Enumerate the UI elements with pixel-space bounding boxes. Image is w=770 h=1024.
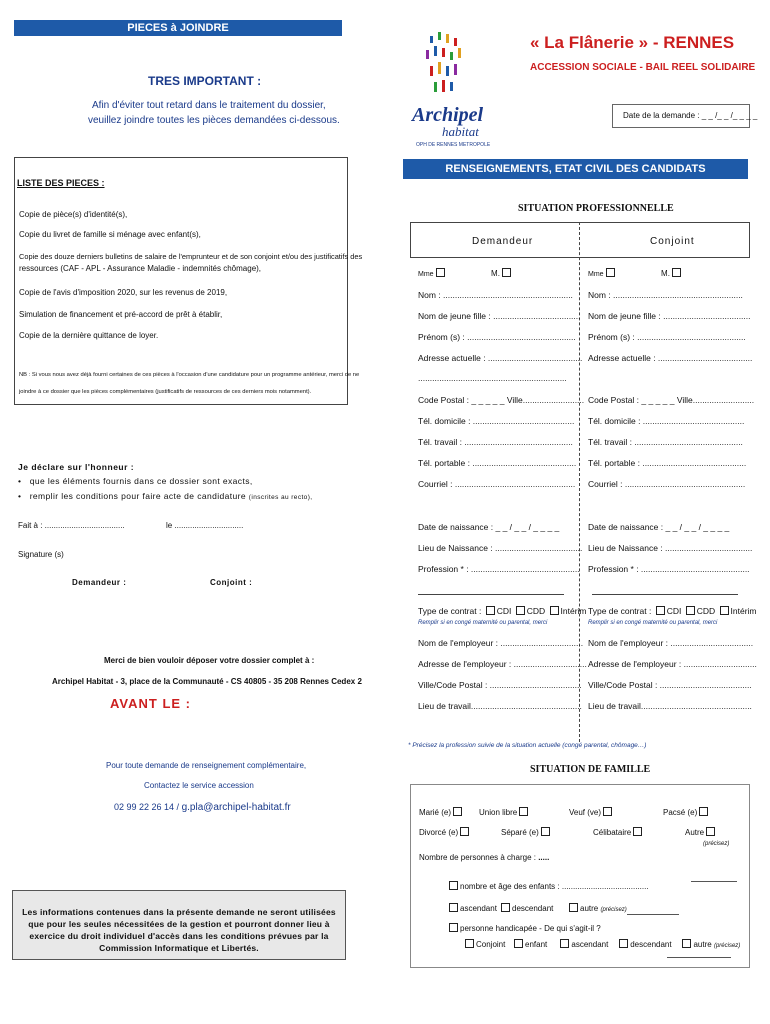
prenom-field[interactable]: Prénom (s) : .............................................. xyxy=(418,332,576,342)
employeur-field[interactable]: Nom de l'employeur : ................................... xyxy=(588,638,754,648)
nom-field[interactable]: Nom : ....................................................... xyxy=(418,290,573,300)
bullet-icon: • xyxy=(18,491,22,501)
courriel-field[interactable]: Courriel : ................................................... xyxy=(588,479,746,489)
tel-travail-field[interactable]: Tél. travail : .............................................. xyxy=(418,437,573,447)
adresse-employeur-field[interactable]: Adresse de l'employeur : ............................... xyxy=(418,659,587,669)
tel-portable-field[interactable]: Tél. portable : ............................................ xyxy=(418,458,577,468)
avant-le: AVANT LE : xyxy=(110,696,192,711)
divorce-checkbox[interactable] xyxy=(460,827,469,836)
pacse-option[interactable]: Pacsé (e) xyxy=(663,807,710,817)
mme-label: Mme xyxy=(588,271,604,278)
cdd-checkbox[interactable] xyxy=(516,606,525,615)
handicapee-option[interactable]: personne handicapée - De qui s'agit-il ? xyxy=(447,923,601,933)
courriel-field[interactable]: Courriel : ................................................... xyxy=(418,479,576,489)
signature-label: Signature (s) xyxy=(18,550,64,559)
union-libre-option[interactable]: Union libre xyxy=(479,807,530,817)
conjoint-checkbox[interactable] xyxy=(465,939,474,948)
program-title: « La Flânerie » - RENNES xyxy=(530,33,735,52)
lieu-travail-field[interactable]: Lieu de travail............................................... xyxy=(418,701,582,711)
separe-option[interactable]: Séparé (e) xyxy=(501,827,552,837)
honneur-item xyxy=(18,491,312,501)
m-checkbox[interactable] xyxy=(672,268,681,277)
marie-checkbox[interactable] xyxy=(453,807,462,816)
divorce-option[interactable]: Divorcé (e) xyxy=(419,827,471,837)
cdd-checkbox[interactable] xyxy=(686,606,695,615)
m-label: M. xyxy=(661,269,670,278)
depot-text: Merci de bien vouloir déposer votre dossier complet à : xyxy=(104,656,315,665)
separator-line xyxy=(418,594,564,595)
veuf-checkbox[interactable] xyxy=(603,807,612,816)
descendant-checkbox[interactable] xyxy=(619,939,628,948)
pieces-list-box xyxy=(14,157,363,405)
prenom-field[interactable]: Prénom (s) : .............................................. xyxy=(588,332,746,342)
situation-pro-title: SITUATION PROFESSIONNELLE xyxy=(518,203,674,214)
union-libre-checkbox[interactable] xyxy=(519,807,528,816)
nb-personnes-field[interactable]: Nombre de personnes à charge : ..... xyxy=(419,853,550,862)
conjoint-signature[interactable]: Conjoint : xyxy=(210,578,253,587)
code-postal-field[interactable]: Code Postal : _ _ _ _ _ Ville.......................... xyxy=(588,395,755,405)
honneur-2-note: (inscrites au recto), xyxy=(248,494,313,501)
logo-name: Archipel xyxy=(412,104,484,126)
veuf-option[interactable]: Veuf (ve) xyxy=(569,807,614,817)
piece-item: Copie du livret de famille si ménage avec enfant(s), xyxy=(19,230,201,239)
col-demandeur: Demandeur xyxy=(472,236,534,247)
interim-checkbox[interactable] xyxy=(550,606,559,615)
cdd-label: CDD xyxy=(526,606,546,616)
date-le-field[interactable]: le ............................... xyxy=(166,521,244,530)
mme-label: Mme xyxy=(418,271,434,278)
important-text-1: Afin d'éviter tout retard dans le traitement du dossier, xyxy=(92,100,326,111)
code-postal-field[interactable]: Code Postal : _ _ _ _ _ Ville.......................... xyxy=(418,395,585,405)
cdd-label: CDD xyxy=(696,606,716,616)
archipel-logo xyxy=(408,28,498,152)
date-demande-box[interactable] xyxy=(612,104,758,128)
autre-charge-option[interactable]: autre (précisez) xyxy=(567,903,627,913)
descendant-checkbox[interactable] xyxy=(501,903,510,912)
separe-checkbox[interactable] xyxy=(541,827,550,836)
lieu-naissance-field[interactable]: Lieu de Naissance : ..................................... xyxy=(588,543,753,553)
nb-note: NB : Si vous nous avez déjà fourni certaines de ces pièces à l'occasion d'une candidature pour un programme antérieur, merci de ne xyxy=(19,372,360,378)
important-text-2: veuillez joindre toutes les pièces demandées ci-dessous. xyxy=(88,115,340,126)
important-title: TRES IMPORTANT : xyxy=(148,74,262,88)
contact-service: Contactez le service accession xyxy=(144,781,254,790)
interim-checkbox[interactable] xyxy=(720,606,729,615)
handicapee-checkbox[interactable] xyxy=(449,923,458,932)
logo-tag: OPH DE RENNES METROPOLE xyxy=(416,142,491,148)
autre-checkbox[interactable] xyxy=(706,827,715,836)
enfant-checkbox[interactable] xyxy=(514,939,523,948)
conge-note: Remplir si en congé maternité ou parental, merci xyxy=(418,620,548,626)
contact-line xyxy=(114,802,291,813)
civility-conjoint[interactable] xyxy=(588,268,683,278)
cdi-checkbox[interactable] xyxy=(486,606,495,615)
profession-field[interactable]: Profession * : .............................................. xyxy=(418,564,580,574)
autre-option[interactable]: Autre xyxy=(685,827,717,837)
celibataire-option[interactable]: Célibataire xyxy=(593,827,644,837)
cdi-label: CDI xyxy=(496,606,512,616)
logo-sub: habitat xyxy=(442,124,479,139)
tel-portable-field[interactable]: Tél. portable : ............................................ xyxy=(588,458,747,468)
honneur-2: remplir les conditions pour faire acte de candidature xyxy=(29,491,247,501)
ville-cp-field[interactable]: Ville/Code Postal : ....................................... xyxy=(418,680,582,690)
piece-item: Copie de la dernière quittance de loyer. xyxy=(19,331,159,340)
honneur-item xyxy=(18,476,253,486)
mme-checkbox[interactable] xyxy=(606,268,615,277)
cdi-checkbox[interactable] xyxy=(656,606,665,615)
logo-mark-icon xyxy=(408,28,498,108)
tel-domicile-field[interactable]: Tél. domicile : ........................................... xyxy=(588,416,745,426)
m-checkbox[interactable] xyxy=(502,268,511,277)
renseignements-bar: RENSEIGNEMENTS, ETAT CIVIL DES CANDIDATS xyxy=(403,159,748,179)
ascendant-option[interactable]: ascendant xyxy=(447,903,497,913)
liste-title: LISTE DES PIECES : xyxy=(17,178,105,188)
contrat-demandeur[interactable] xyxy=(418,606,587,616)
date-demande[interactable]: Date de la demande : _ _ /_ _ /_ _ _ _ xyxy=(623,111,758,120)
profession-field[interactable]: Profession * : .............................................. xyxy=(588,564,750,574)
nom-jeune-fille-field[interactable]: Nom de jeune fille : ..................................... xyxy=(418,311,581,321)
date-naissance-field[interactable]: Date de naissance : _ _ / _ _ / _ _ _ _ xyxy=(588,522,730,532)
nb-note: joindre à ce dossier que les pièces complémentaires (justificatifs de ressources de ces derniers mois notamment). xyxy=(19,389,312,395)
piece-item: Simulation de financement et pré-accord de prêt à établir, xyxy=(19,310,223,319)
pacse-checkbox[interactable] xyxy=(699,807,708,816)
descendant-option[interactable]: descendant xyxy=(499,903,553,913)
depot-address: Archipel Habitat - 3, place de la Communauté - CS 40805 - 35 208 Rennes Cedex 2 xyxy=(52,677,362,686)
contact-text: Pour toute demande de renseignement complémentaire, xyxy=(106,761,307,770)
contrat-label: Type de contrat : xyxy=(588,606,652,616)
email-link[interactable]: g.pla@archipel-habitat.fr xyxy=(181,802,291,813)
cdi-label: CDI xyxy=(666,606,682,616)
program-sub: ACCESSION SOCIALE - BAIL REEL SOLIDAIRE xyxy=(530,62,756,73)
pieces-bar: PIECES à JOINDRE xyxy=(14,20,342,36)
lieu-naissance-field[interactable]: Lieu de Naissance : ..................................... xyxy=(418,543,583,553)
adresse-field[interactable]: Adresse actuelle : ........................................ xyxy=(588,353,753,363)
m-label: M. xyxy=(491,269,500,278)
col-conjoint: Conjoint xyxy=(650,236,695,247)
blank-line xyxy=(691,881,737,882)
enfants-checkbox[interactable] xyxy=(449,881,458,890)
separator-line xyxy=(592,594,738,595)
famille-box xyxy=(410,784,750,968)
employeur-field[interactable]: Nom de l'employeur : ................................... xyxy=(418,638,584,648)
precisez-note: (précisez) xyxy=(703,841,730,847)
bullet-icon: • xyxy=(18,476,22,486)
conge-note: Remplir si en congé maternité ou parental, merci xyxy=(588,620,718,626)
adresse-employeur-field[interactable]: Adresse de l'employeur : ............................... xyxy=(588,659,757,669)
enfants-option[interactable]: nombre et âge des enfants : ....................................... xyxy=(447,881,649,891)
contrat-label: Type de contrat : xyxy=(418,606,482,616)
contrat-conjoint[interactable] xyxy=(588,606,757,616)
lieu-travail-field[interactable]: Lieu de travail............................................... xyxy=(588,701,752,711)
ascendant-checkbox[interactable] xyxy=(449,903,458,912)
situation-famille-title: SITUATION DE FAMILLE xyxy=(530,764,651,775)
cnil-text: Les informations contenues dans la présente demande ne seront utilisées que pour les seules nécessitées de la gestion et pourront donner lieu à exercice du droit individuel d'accès dans les conditions prévues par la Commission Informatique et Libertés. xyxy=(22,907,336,953)
nom-jeune-fille-field[interactable]: Nom de jeune fille : ..................................... xyxy=(588,311,751,321)
piece-item: Copie de pièce(s) d'identité(s), xyxy=(19,210,128,219)
tel-domicile-field[interactable]: Tél. domicile : ........................................... xyxy=(418,416,575,426)
tel-travail-field[interactable]: Tél. travail : .............................................. xyxy=(588,437,743,447)
adresse-line-2[interactable]: ............................................................... xyxy=(418,373,567,383)
interim-label: Intérim xyxy=(560,606,587,616)
honneur-1: que les éléments fournis dans ce dossier sont exacts, xyxy=(29,476,253,486)
autre-charge-checkbox[interactable] xyxy=(569,903,578,912)
celibataire-checkbox[interactable] xyxy=(633,827,642,836)
ascendant-checkbox[interactable] xyxy=(560,939,569,948)
blank-line xyxy=(667,957,731,958)
demandeur-signature[interactable]: Demandeur : xyxy=(72,578,127,587)
interim-label: Intérim xyxy=(730,606,757,616)
ville-cp-field[interactable]: Ville/Code Postal : ....................................... xyxy=(588,680,752,690)
autre-checkbox[interactable] xyxy=(682,939,691,948)
mme-checkbox[interactable] xyxy=(436,268,445,277)
fait-a-field[interactable]: Fait à : .................................... xyxy=(18,521,125,530)
handicap-who[interactable]: Conjoint enfant ascendant descendant autre (précisez) xyxy=(463,939,740,949)
piece-item: Copie des douze derniers bulletins de salaire de l'emprunteur et de son conjoint et/ou des justificatifs des xyxy=(19,252,363,261)
cnil-box xyxy=(12,890,346,960)
piece-item: ressources (CAF - APL - Assurance Maladie - indemnités chômage), xyxy=(19,264,262,273)
blank-line xyxy=(627,914,679,915)
marie-option[interactable]: Marié (e) xyxy=(419,807,464,817)
civility-demandeur[interactable] xyxy=(418,268,513,278)
nom-field[interactable]: Nom : ....................................................... xyxy=(588,290,743,300)
profession-note: * Précisez la profession suivie de la situation actuelle (congé parental, chômage…) xyxy=(408,742,647,749)
adresse-field[interactable]: Adresse actuelle : ........................................ xyxy=(418,353,583,363)
phone-number: 02 99 22 26 14 / xyxy=(114,802,180,812)
piece-item: Copie de l'avis d'imposition 2020, sur les revenus de 2019, xyxy=(19,288,228,297)
candidats-table xyxy=(410,222,750,258)
honneur-title: Je déclare sur l'honneur : xyxy=(18,462,135,472)
date-naissance-field[interactable]: Date de naissance : _ _ / _ _ / _ _ _ _ xyxy=(418,522,560,532)
